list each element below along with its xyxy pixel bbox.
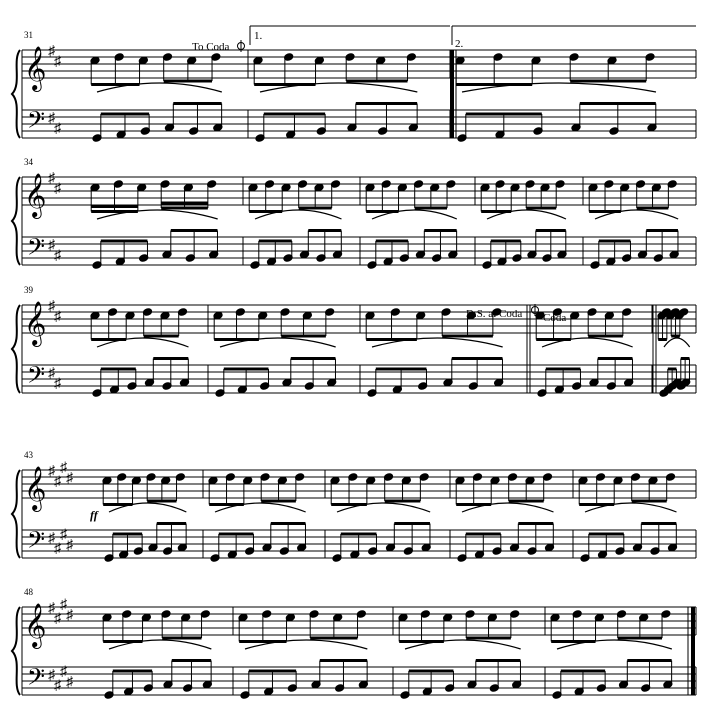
sharp-icon: ♯ <box>54 541 61 557</box>
ds-al-coda-label: D.S. al Coda <box>466 308 523 320</box>
sharp-icon: ♯ <box>54 309 61 325</box>
measure-number: 34 <box>24 157 33 167</box>
sharp-icon: ♯ <box>48 668 55 683</box>
sharp-icon: ♯ <box>66 675 73 690</box>
measure-number: 43 <box>24 450 33 460</box>
sharp-icon: ♯ <box>60 460 67 476</box>
measure-number: 31 <box>24 30 33 40</box>
sharp-icon: ♯ <box>48 44 55 59</box>
sharp-icon: ♯ <box>66 538 73 553</box>
dynamic-ff: ff <box>90 508 98 522</box>
sharp-icon: ♯ <box>54 248 61 264</box>
sharp-icon: ♯ <box>48 299 55 314</box>
annotations <box>90 26 696 522</box>
brace-icon <box>12 607 20 695</box>
bass-clef-icon: 𝄢 <box>27 108 46 139</box>
brace-icon <box>12 177 20 265</box>
treble-clef-icon: 𝄞 <box>24 303 47 345</box>
bass-clef-icon: 𝄢 <box>27 665 46 696</box>
sharp-icon: ♯ <box>54 376 61 392</box>
treble-staff <box>22 50 696 78</box>
sharp-icon: ♯ <box>66 471 73 486</box>
brace-icon <box>12 50 20 138</box>
bass-clef-icon: 𝄢 <box>27 235 46 266</box>
sharp-icon: ♯ <box>54 121 61 137</box>
sharp-icon: ♯ <box>54 611 61 627</box>
sharp-icon: ♯ <box>54 474 61 490</box>
sharp-icon: ♯ <box>48 238 55 253</box>
treble-clef-icon: 𝄞 <box>24 605 47 647</box>
treble-clef-icon: 𝄞 <box>24 468 47 510</box>
sharp-icon: ♯ <box>60 527 67 543</box>
bass-clef-icon: 𝄢 <box>27 528 46 559</box>
treble-clef-icon: 𝄞 <box>24 175 47 217</box>
bass-clef-icon: 𝄢 <box>27 363 46 394</box>
measure-number: 48 <box>24 587 33 597</box>
slur <box>664 338 690 347</box>
brace-icon <box>12 470 20 558</box>
to-coda-label: To Coda <box>192 41 230 53</box>
sharp-icon: ♯ <box>54 678 61 694</box>
system-3 <box>12 285 696 397</box>
sharp-icon: ♯ <box>48 366 55 381</box>
volta-label-2: 2. <box>455 38 464 50</box>
sharp-icon: ♯ <box>60 597 67 613</box>
system-1 <box>12 30 696 142</box>
coda-label: Coda <box>543 312 567 324</box>
sharp-icon: ♯ <box>48 601 55 616</box>
system-4 <box>12 450 696 562</box>
sharp-icon: ♯ <box>48 464 55 479</box>
sharp-icon: ♯ <box>54 181 61 197</box>
sharp-icon: ♯ <box>54 54 61 70</box>
brace-icon <box>12 305 20 393</box>
system-5 <box>12 587 696 699</box>
measure-number: 39 <box>24 285 33 295</box>
sharp-icon: ♯ <box>66 608 73 623</box>
sharp-icon: ♯ <box>48 171 55 186</box>
sharp-icon: ♯ <box>48 531 55 546</box>
sharp-icon: ♯ <box>48 111 55 126</box>
treble-staff <box>22 177 696 205</box>
sharp-icon: ♯ <box>60 664 67 680</box>
volta-label-1: 1. <box>254 30 263 42</box>
system-2 <box>12 157 696 269</box>
treble-clef-icon: 𝄞 <box>24 48 47 90</box>
